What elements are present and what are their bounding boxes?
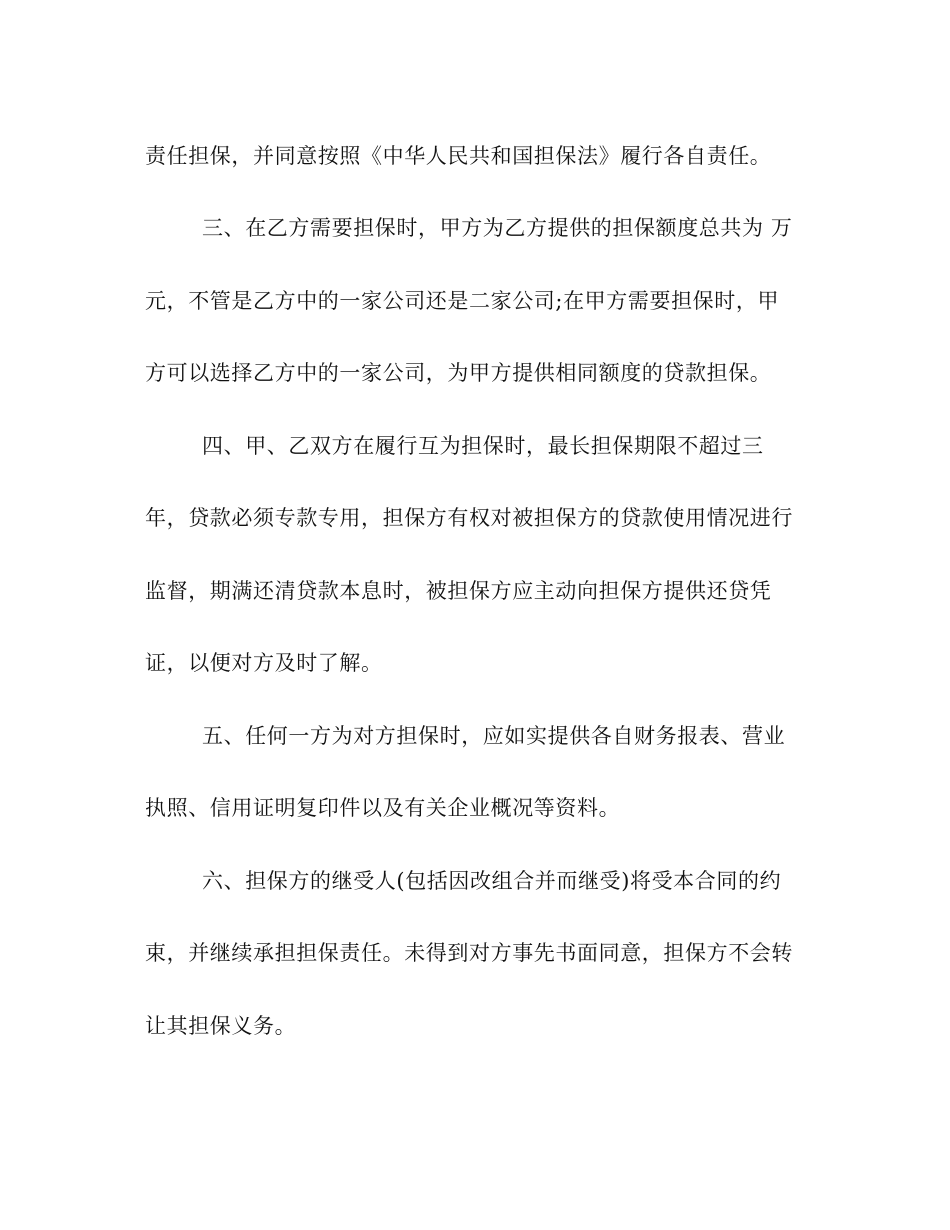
text-line-10: 执照、信用证明复印件以及有关企业概况等资料。 [145,796,621,820]
text-line-12: 束，并继续承担担保责任。未得到对方事先书面同意，担保方不会转 [145,941,793,965]
text-line-13: 让其担保义务。 [145,1014,297,1038]
text-line-8: 证，以便对方及时了解。 [145,651,383,675]
text-line-7: 监督，期满还清贷款本息时，被担保方应主动向担保方提供还贷凭 [145,579,772,603]
text-line-11: 六、担保方的继受人(包括因改组合并而继受)将受本合同的约 [202,869,782,893]
text-line-4: 方可以选择乙方中的一家公司，为甲方提供相同额度的贷款担保。 [145,361,772,385]
text-line-3: 元，不管是乙方中的一家公司还是二家公司;在甲方需要担保时，甲 [145,289,780,313]
text-line-1: 责任担保，并同意按照《中华人民共和国担保法》履行各自责任。 [145,144,772,168]
text-line-9: 五、任何一方为对方担保时，应如实提供各自财务报表、营业 [202,724,786,748]
text-line-5: 四、甲、乙双方在履行互为担保时，最长担保期限不超过三 [202,434,764,458]
text-line-6: 年，贷款必须专款专用，担保方有权对被担保方的贷款使用情况进行 [145,506,793,530]
text-line-2: 三、在乙方需要担保时，甲方为乙方提供的担保额度总共为 万 [202,216,793,240]
